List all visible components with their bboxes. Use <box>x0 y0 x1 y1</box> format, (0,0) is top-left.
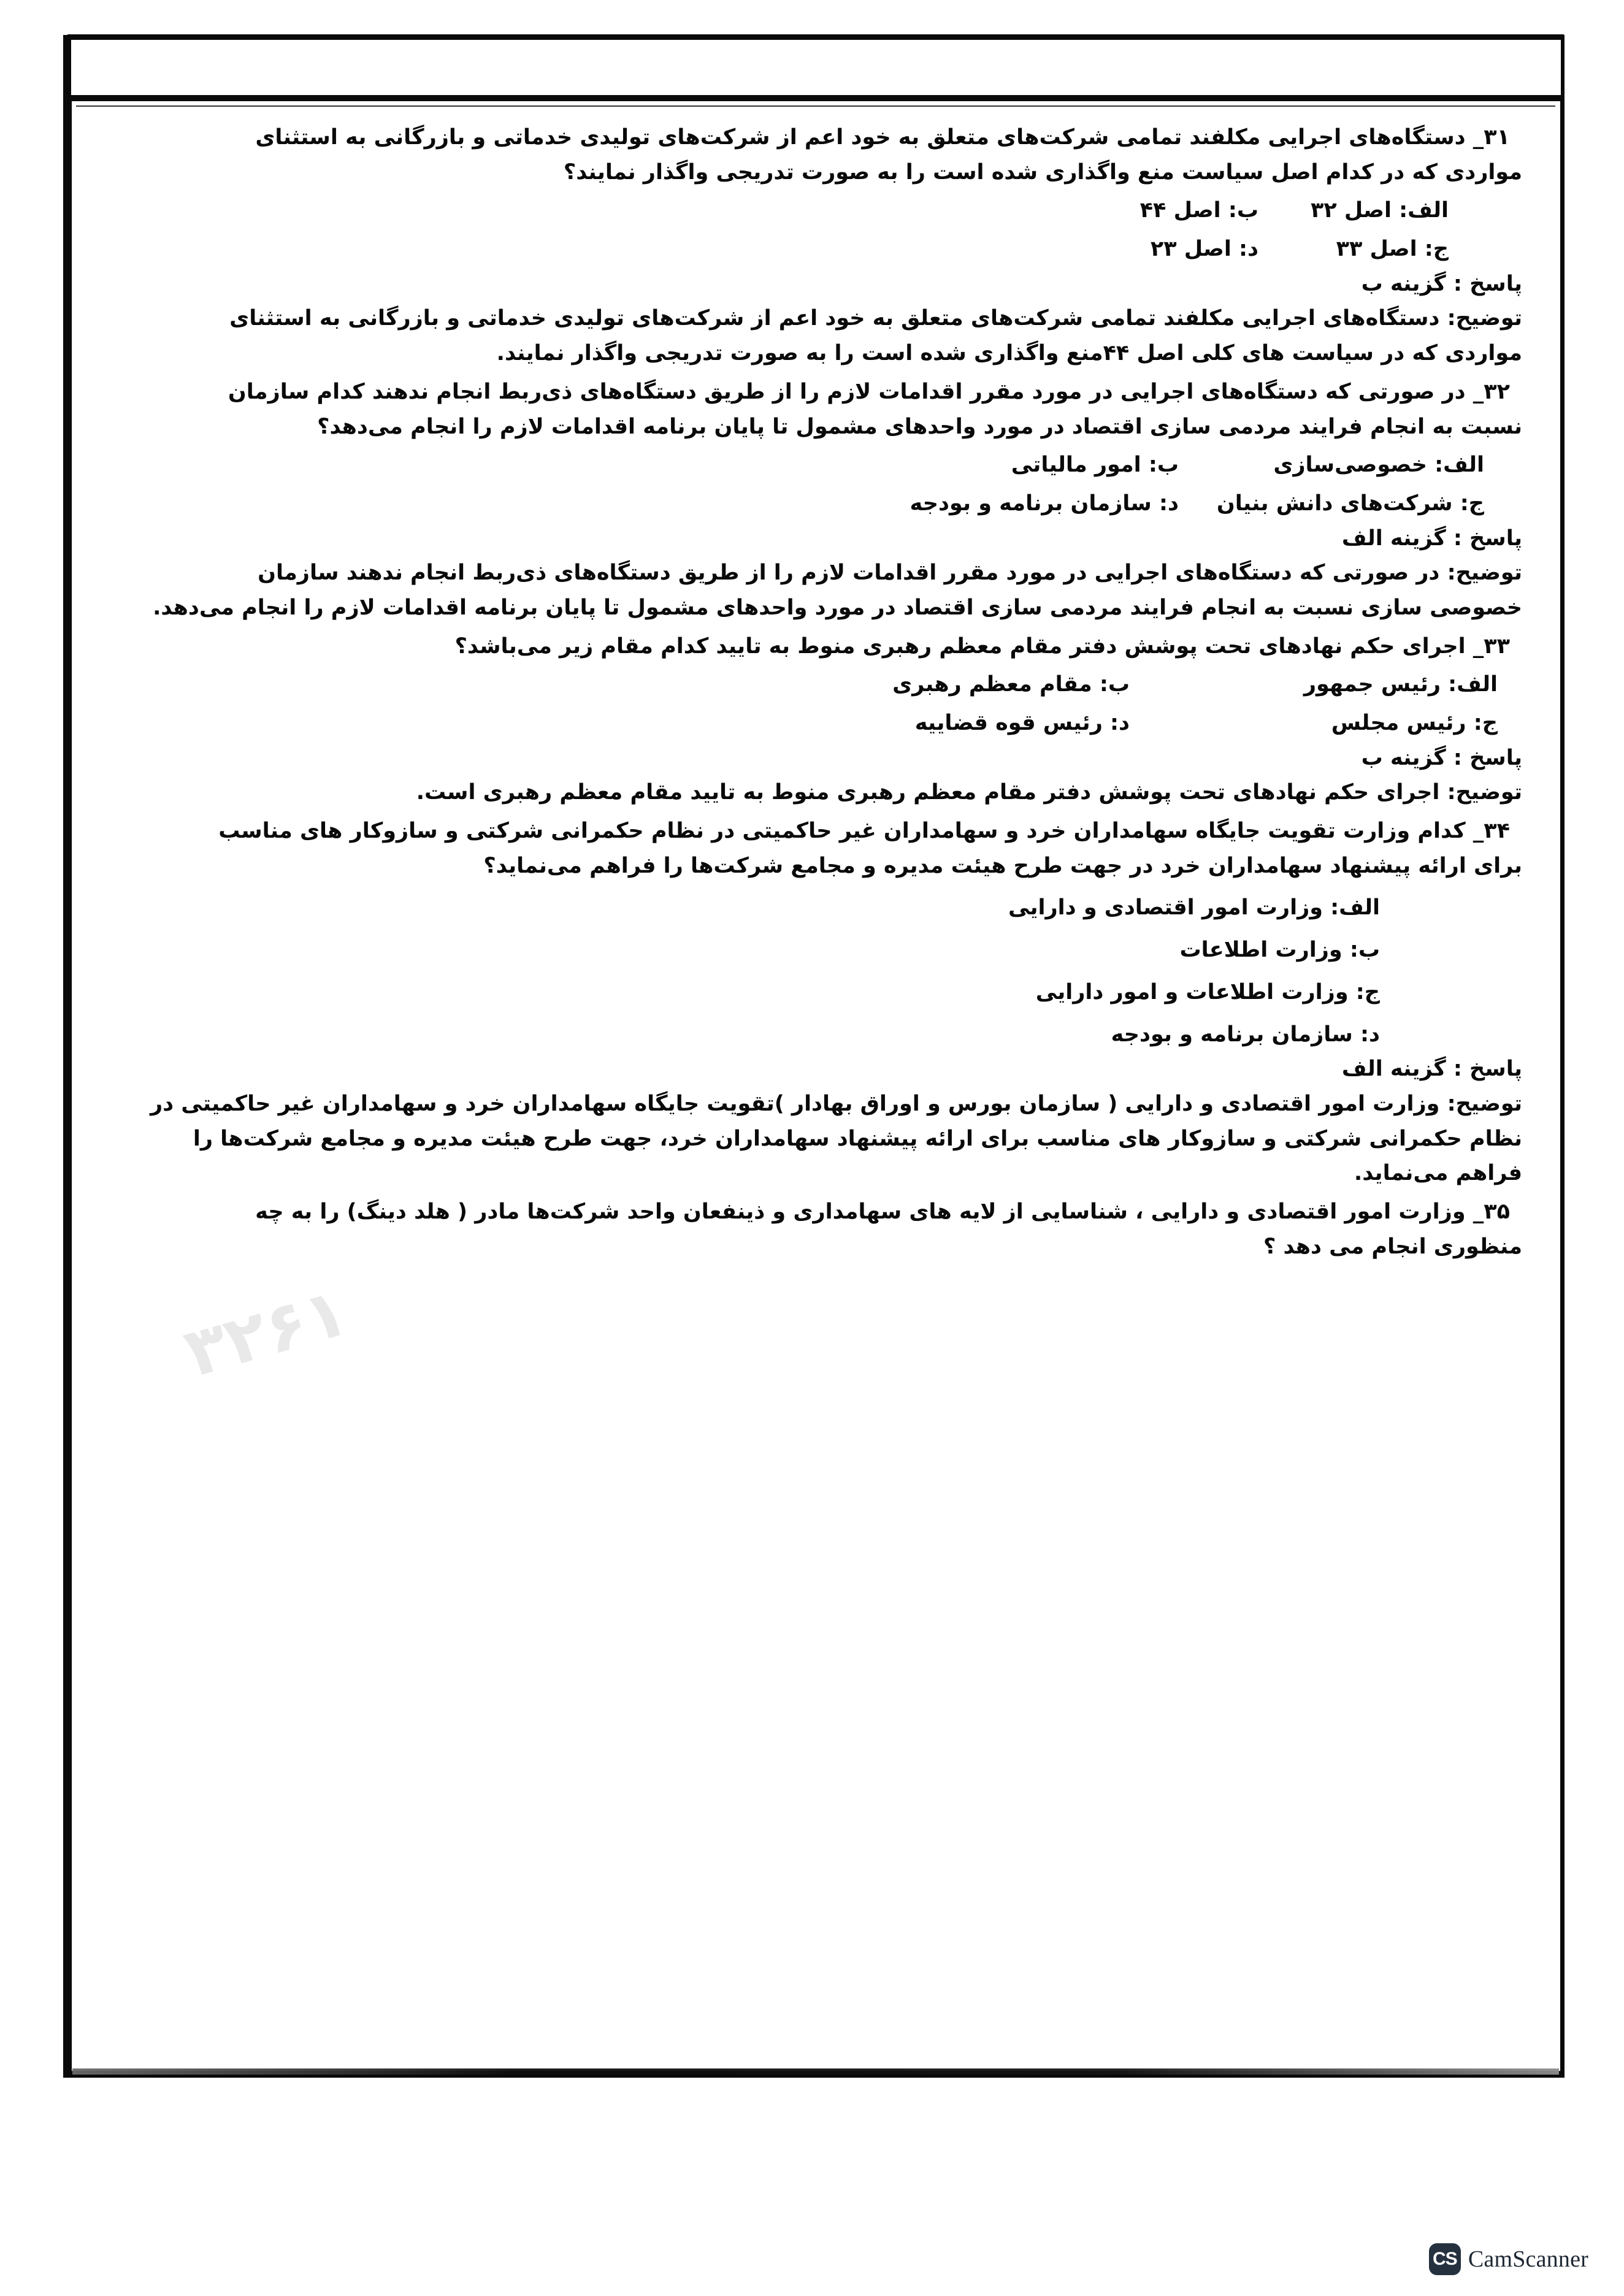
question-31-explanation-line-2: مواردی که در سیاست های کلی اصل ۴۴منع واگذاری شده است را به صورت تدریجی واگذار نمایند. <box>496 341 1522 366</box>
question-33-prompt-line-1: ۳۳_ اجرای حکم نهادهای تحت پوشش دفتر مقام معظم رهبری منوط به تایید کدام مقام زیر می‌باشد؟ <box>454 633 1510 659</box>
question-31-options-row-1 <box>105 193 1522 228</box>
question-32-prompt-line-1: ۳۲_ در صورتی که دستگاه‌های اجرایی در مورد مقرر اقدامات لازم را از طریق دستگاه‌های ذی‌ربط انجام ندهند کدام سازمان <box>228 379 1510 404</box>
question-31-prompt-line-2: مواردی که در کدام اصل سیاست منع واگذاری شده است را به صورت تدریجی واگذار نمایند؟ <box>563 159 1522 185</box>
question-33-option-jim[interactable]: ج: رئیس مجلس <box>1331 711 1498 735</box>
question-31-options-row-2 <box>105 232 1522 267</box>
question-35-prompt-line-1: ۳۵_ وزارت امور اقتصادی و دارایی ، شناسایی از لایه های سهامداری و ذینفعان واحد شرکت‌ها مادر ( هلد دینگ) را به چه <box>255 1199 1510 1224</box>
watermark-text: ۳۲۶۱ <box>176 1271 356 1393</box>
question-32-option-alef[interactable]: الف: خصوصی‌سازی <box>1273 453 1484 478</box>
question-33-option-be[interactable]: ب: مقام معظم رهبری <box>892 672 1130 697</box>
question-34-option-dal[interactable]: د: سازمان برنامه و بودجه <box>1111 1022 1380 1047</box>
question-32-options-row-1 <box>105 448 1522 483</box>
question-33-option-dal[interactable]: د: رئیس قوه قضاییه <box>914 711 1130 735</box>
inner-hairline <box>76 105 1555 107</box>
question-33-explanation-line-1: توضیح: اجرای حکم نهادهای تحت پوشش دفتر مقام معظم رهبری منوط به تایید مقام معظم رهبری است. <box>416 780 1522 805</box>
question-31-prompt-line-1: ۳۱_ دستگاه‌های اجرایی مکلفند تمامی شرکت‌های متعلق به خود اعم از شرکت‌های تولیدی خدماتی و بازرگانی به استثنای <box>255 125 1510 150</box>
camscanner-logo-icon: CS <box>1429 2243 1461 2275</box>
document-body <box>79 108 1550 2064</box>
question-34-option-alef[interactable]: الف: وزارت امور اقتصادی و دارایی <box>1008 895 1380 920</box>
page-bottom-shadow <box>72 2068 1559 2075</box>
question-34-option-be[interactable]: ب: وزارت اطلاعات <box>1179 938 1380 963</box>
question-35-prompt-line-2: منظوری انجام می دهد ؟ <box>1263 1234 1522 1259</box>
question-34-option-jim[interactable]: ج: وزارت اطلاعات و امور دارایی <box>1035 979 1380 1005</box>
question-31-option-jim[interactable]: ج: اصل ۳۳ <box>1336 237 1449 262</box>
question-33-option-alef[interactable]: الف: رئیس جمهور <box>1303 672 1498 697</box>
question-31-option-be[interactable]: ب: اصل ۴۴ <box>1139 198 1258 223</box>
question-34-prompt-line-1: ۳۴_ کدام وزارت تقویت جایگاه سهامداران خرد و سهامداران غیر حاکمیتی در نظام حکمرانی شرکتی و سازوکار های مناسب <box>218 819 1510 844</box>
question-31-explanation-line-1: توضیح: دستگاه‌های اجرایی مکلفند تمامی شرکت‌های متعلق به خود اعم از شرکت‌های تولیدی خدماتی و بازرگانی به استثنای <box>229 306 1522 331</box>
camscanner-watermark <box>1429 2243 1588 2275</box>
question-32-answer: پاسخ : گزینه الف <box>1341 526 1522 551</box>
question-31-option-alef[interactable]: الف: اصل ۳۲ <box>1311 198 1449 223</box>
question-34-explanation-line-1: توضیح: وزارت امور اقتصادی و دارایی ( سازمان بورس و اوراق بهادار )تقویت جایگاه سهامداران خرد و سهامداران غیر حاکمیتی در <box>150 1091 1522 1116</box>
question-32-options-row-2 <box>105 486 1522 521</box>
question-33-answer: پاسخ : گزینه ب <box>1361 745 1522 770</box>
question-34-explanation-line-3: فراهم می‌نماید. <box>1354 1161 1522 1186</box>
question-31-option-dal[interactable]: د: اصل ۲۳ <box>1150 237 1258 262</box>
question-34-prompt-line-2: برای ارائه پیشنهاد سهامداران خرد در جهت طرح هیئت مدیره و مجامع شرکت‌ها را فراهم می‌نماید؟ <box>483 853 1522 878</box>
question-33-options-row-1 <box>105 667 1522 702</box>
question-31-answer: پاسخ : گزینه ب <box>1361 271 1522 296</box>
question-32-option-jim[interactable]: ج: شرکت‌های دانش بنیان <box>1216 491 1484 516</box>
question-32-explanation-line-2: خصوصی سازی نسبت به انجام فرایند مردمی سازی اقتصاد در مورد واحدهای مشمول تا پایان برنامه اقدامات لازم را انجام می‌دهد. <box>153 595 1522 620</box>
question-32-explanation-line-1: توضیح: در صورتی که دستگاه‌های اجرایی در مورد مقرر اقدامات لازم را از طریق دستگاه‌های ذی‌ربط انجام ندهند سازمان <box>258 561 1522 586</box>
question-32-prompt-line-2: نسبت به انجام فرایند مردمی سازی اقتصاد در مورد واحدهای مشمول تا پایان برنامه اقدامات لازم را انجام می‌دهد؟ <box>317 414 1522 439</box>
question-34-explanation-line-2: نظام حکمرانی شرکتی و سازوکار های مناسب برای ارائه پیشنهاد سهامداران خرد، جهت طرح هیئت مدیره و مجامع شرکت‌ها را <box>193 1126 1522 1151</box>
question-34-answer: پاسخ : گزینه الف <box>1341 1057 1522 1082</box>
camscanner-label: CamScanner <box>1468 2246 1588 2272</box>
question-33-options-row-2 <box>105 706 1522 741</box>
question-32-option-dal[interactable]: د: سازمان برنامه و بودجه <box>910 491 1179 516</box>
question-34-options <box>105 890 1522 1052</box>
question-32-option-be[interactable]: ب: امور مالیاتی <box>1011 453 1179 478</box>
